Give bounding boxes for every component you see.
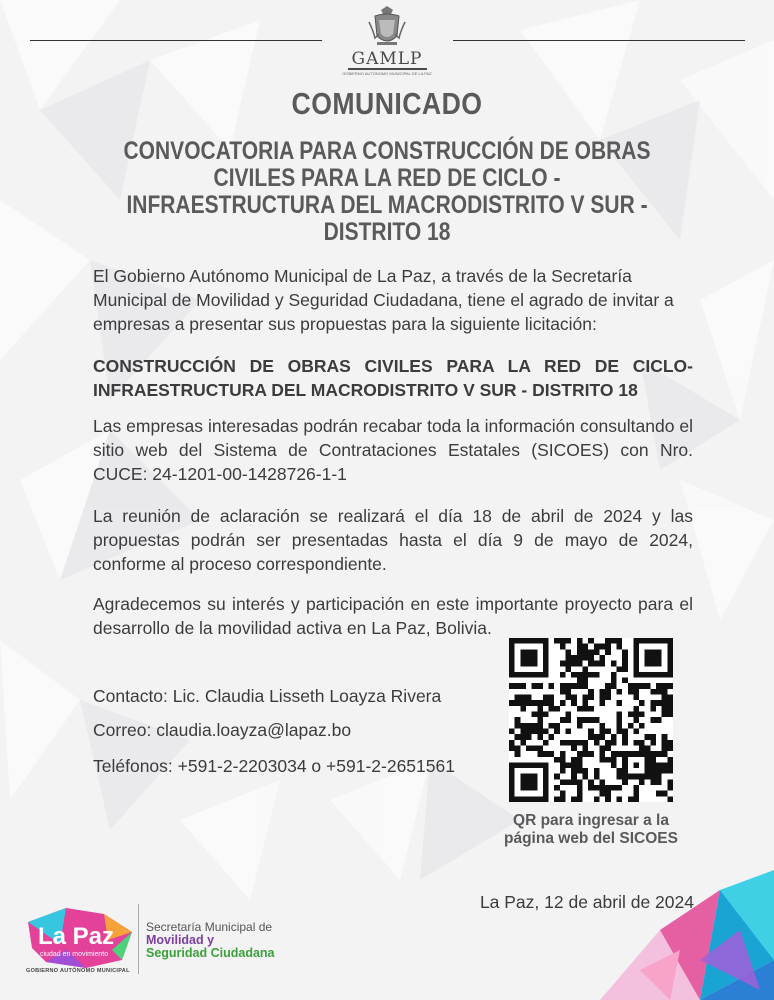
paragraph-licitacion: CONSTRUCCIÓN DE OBRAS CIVILES PARA LA RED DE CICLO-INFRAESTRUCTURA DEL MACRODISTRITO V SUR - DISTRITO 18 [93,356,693,400]
qr-code-icon[interactable] [509,638,673,802]
la-paz-tagline: ciudad en movimiento [40,951,109,958]
paragraph-fechas: La reunión de aclaración se realizará el día 18 de abril de 2024 y las propuestas podrán ser presentadas hasta el día 9 de mayo de 2024, conforme al proceso correspondiente. [93,506,693,574]
header-rule-right [453,40,745,41]
coat-of-arms-icon [367,4,407,50]
document-date: La Paz, 12 de abril de 2024 [479,892,694,912]
contact-name: Contacto: Lic. Claudia Lisseth Loayza Rivera [93,686,442,706]
contact-phones: Teléfonos: +591-2-2203034 o +591-2-2651561 [93,756,455,776]
page-subtitle: CONVOCATORIA PARA CONSTRUCCIÓN DE OBRAS CIVILES PARA LA RED DE CICLO - INFRAESTRUCTURA DEL MACRODISTRITO V SUR - DISTRITO 18 [123,137,651,246]
header-rule-left [30,40,322,41]
paragraph-info: Las empresas interesadas podrán recabar toda la información consultando el sitio web del Sistema de Contrataciones Estatales (SICOES) con Nro. CUCE: 24-1201-00-1428726-1-1 [93,416,693,484]
footer-separator [138,904,139,974]
contact-email: Correo: claudia.loayza@lapaz.bo [93,720,352,740]
org-abbrev: GAMLP [348,50,427,70]
secretaria-line3: Seguridad Ciudadana [146,946,275,960]
secretaria-name [146,934,275,960]
la-paz-sub: GOBIERNO AUTÓNOMO MUNICIPAL [26,968,130,974]
secretaria-line2: Movilidad y [146,933,215,947]
paragraph-agradecimiento: Agradecemos su interés y participación en este importante proyecto para el desarrollo de la movilidad activa en La Paz, Bolivia. [93,594,693,638]
la-paz-brand: La Paz [38,923,115,950]
page-title: COMUNICADO [291,86,483,121]
gamlp-logo [337,4,437,76]
secretaria-line1: Secretaría Municipal de [146,920,273,934]
qr-caption: QR para ingresar a la página web del SICOES [504,812,678,847]
org-full: GOBIERNO AUTÓNOMO MUNICIPAL DE LA PAZ [342,71,432,76]
paragraph-intro: El Gobierno Autónomo Municipal de La Paz, a través de la Secretaría Municipal de Movilidad y Seguridad Ciudadana, tiene el agrado de invitar a empresas a presentar sus propuestas para la siguiente licitación: [93,266,674,334]
